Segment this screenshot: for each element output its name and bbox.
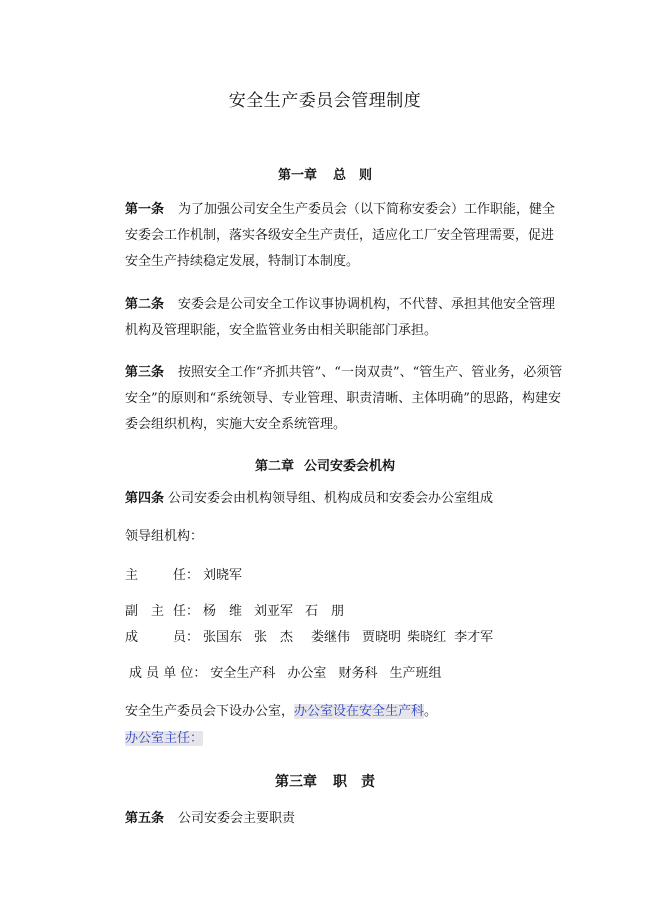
member-unit: 财务科 (338, 666, 378, 681)
article-5 (125, 809, 295, 829)
article-2-text: 安委会是公司安全工作议事协调机构，不代替、承担其他安全管理机构及管理职能，安全监管业务由相关职能部门承担。 (125, 297, 556, 338)
article-2-lead: 第二条 (125, 297, 165, 312)
member-name: 娄继伟 (311, 630, 351, 645)
chapter-1-name: 总 则 (333, 168, 373, 183)
members-row (125, 628, 493, 648)
vice-director-name: 杨 维 (203, 604, 243, 619)
article-5-lead: 第五条 (125, 811, 165, 826)
member-name: 柴晓红 (407, 630, 447, 645)
chapter-1-number: 第一章 (277, 168, 317, 183)
member-unit: 生产班组 (389, 666, 442, 681)
office-text: 安全生产委员会下设办公室， (125, 704, 295, 719)
vice-director-name: 刘亚军 (254, 604, 294, 619)
article-1-text: 为了加强公司安全生产委员会（以下简称安委会）工作职能，健全安委会工作机制，落实各级安全生产责任，适应化工厂安全管理需要，促进安全生产持续稳定发展，特制订本制度。 (125, 202, 556, 269)
chapter-2-heading (0, 455, 650, 474)
director-row (125, 566, 242, 586)
article-4 (125, 489, 493, 509)
article-3-text: 按照安全工作“齐抓共管”、“一岗双责”、“管生产、管业务，必须管安全”的原则和“系统领导、专业管理、职责清晰、主体明确”的思路，构建安委会组织机构，实施大安全系统管理。 (125, 365, 563, 432)
article-1-lead: 第一条 (125, 202, 165, 217)
vice-director-label: 副 主 任： (125, 604, 200, 619)
leader-group-label: 领导组机构： (125, 529, 204, 544)
article-3 (125, 360, 565, 438)
article-4-lead: 第四条 (125, 491, 165, 506)
member-name: 张国东 (203, 630, 243, 645)
article-4-text: 公司安委会由机构领导组、机构成员和安委会办公室组成 (168, 491, 494, 506)
document-title: 安全生产委员会管理制度 (228, 91, 422, 111)
chapter-3-name: 职 责 (333, 774, 375, 790)
member-name: 张 杰 (254, 630, 294, 645)
member-unit: 办公室 (287, 666, 327, 681)
office-head-label: 办公室主任： (125, 731, 204, 746)
office-location-highlight: 办公室设在安全生产科 (294, 704, 425, 719)
chapter-1-heading (0, 164, 650, 183)
director-name: 刘晓军 (203, 568, 243, 583)
office-line (125, 702, 437, 722)
director-label: 主 任： (125, 568, 200, 583)
article-2 (125, 292, 565, 344)
member-name: 贾晓明 (362, 630, 402, 645)
member-units-row (129, 664, 441, 684)
members-label: 成 员： (125, 630, 200, 645)
office-end: 。 (424, 704, 438, 719)
chapter-2-number: 第二章 (254, 459, 294, 474)
vice-director-name: 石 朋 (305, 604, 345, 619)
vice-director-row (125, 602, 344, 622)
article-5-text: 公司安委会主要职责 (178, 811, 296, 826)
office-head-line (125, 729, 203, 749)
chapter-3-number: 第三章 (275, 774, 317, 790)
member-units-label: 成 员 单 位： (129, 666, 207, 681)
chapter-3-heading (0, 771, 650, 791)
member-name: 李才军 (454, 630, 494, 645)
article-1 (125, 197, 565, 275)
member-unit: 安全生产科 (210, 666, 276, 681)
article-3-lead: 第三条 (125, 365, 165, 380)
chapter-2-name: 公司安委会机构 (304, 459, 396, 474)
